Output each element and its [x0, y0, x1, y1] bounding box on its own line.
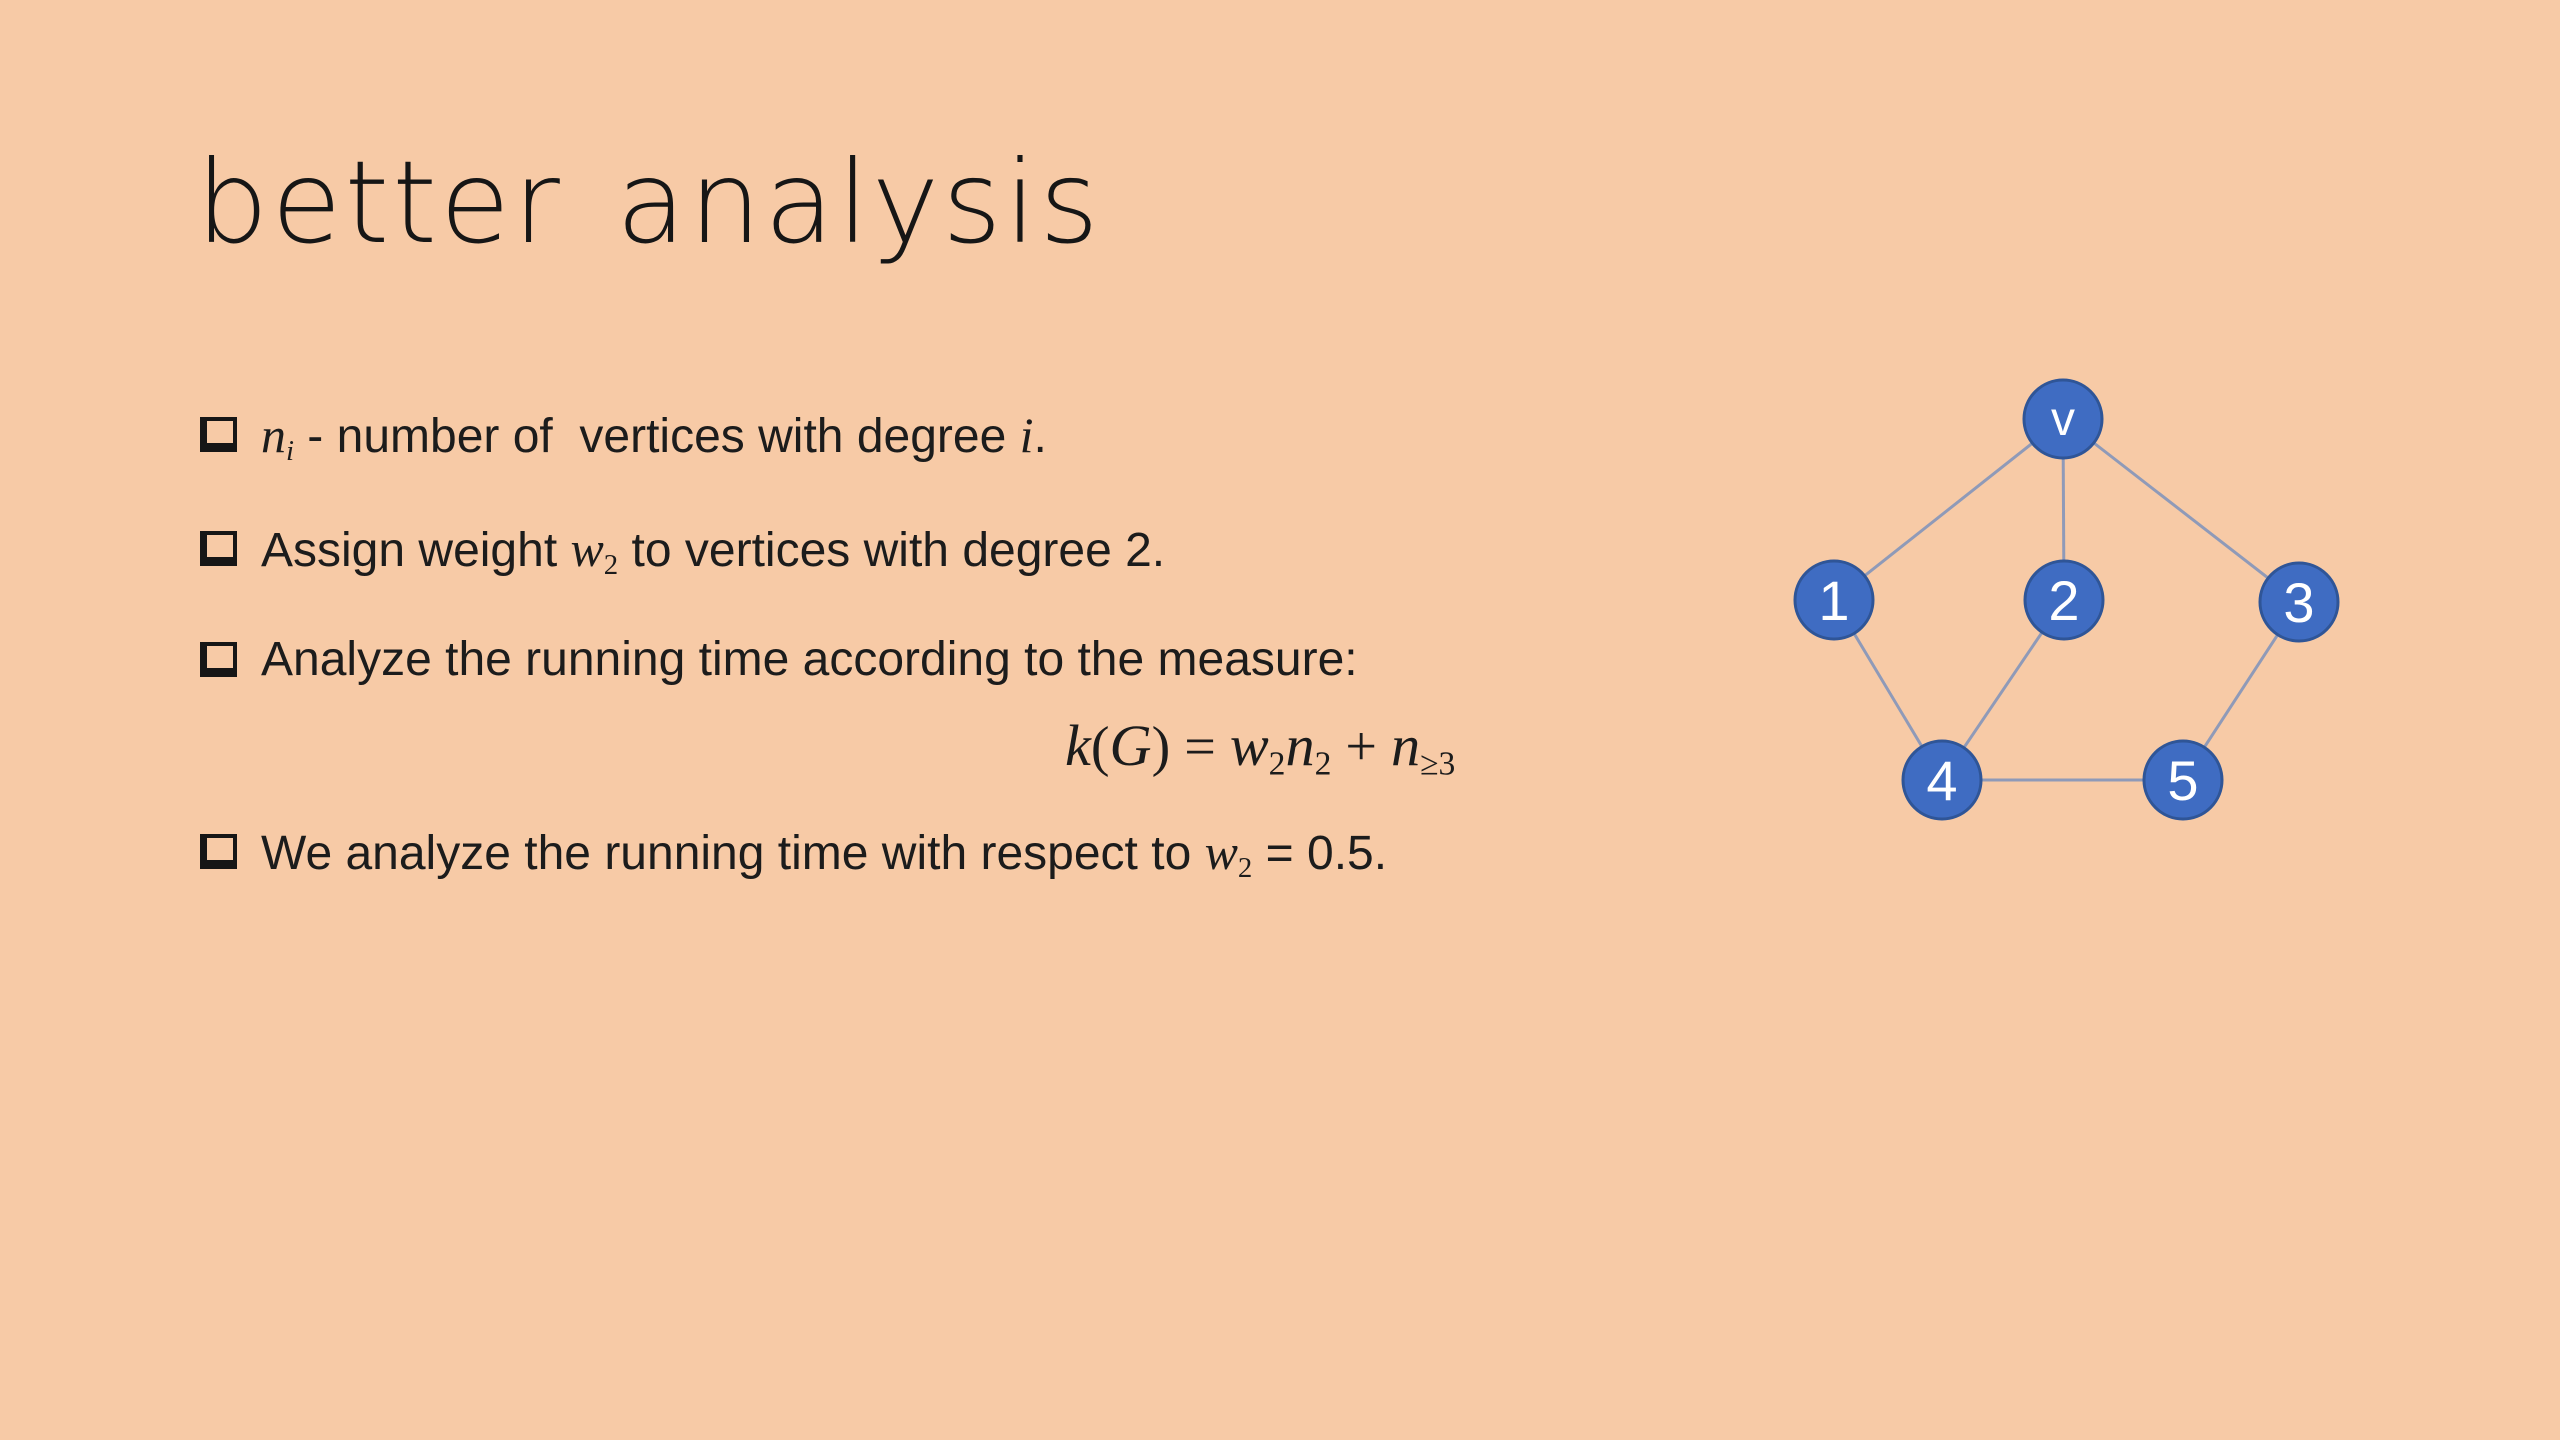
text-segment: n [261, 408, 286, 463]
text-segment: = 0.5. [1252, 827, 1388, 880]
text-segment: ) = [1151, 716, 1230, 778]
text-segment: G [1109, 713, 1152, 778]
text-segment: - number of vertices with degree [293, 410, 1020, 463]
text-segment: n [1390, 713, 1421, 778]
text-segment: Assign weight [261, 524, 571, 577]
text-segment: w [1229, 713, 1269, 778]
text-segment: n [1285, 713, 1315, 778]
text-segment: w [570, 522, 604, 577]
text-segment: to vertices with degree 2. [618, 524, 1166, 577]
graph-node-label-v: v [2051, 393, 2075, 446]
slide-title: better analysis [196, 136, 1102, 269]
text-segment: Analyze the running time according to the measure: [261, 633, 1358, 686]
graph-node-label-5: 5 [2167, 749, 2199, 812]
graph-node-label-4: 4 [1926, 749, 1958, 812]
text-segment: 2 [603, 549, 619, 582]
text-segment: . [1033, 410, 1047, 463]
text-segment: 2 [1237, 852, 1253, 885]
text-segment: ≥3 [1420, 745, 1456, 783]
text-segment: i [1019, 408, 1034, 463]
text-segment: k [1065, 713, 1091, 778]
graph-node-label-3: 3 [2283, 571, 2315, 634]
text-segment: 2 [1268, 745, 1286, 783]
graph-node-label-1: 1 [1818, 569, 1850, 632]
text-segment: ( [1090, 716, 1110, 778]
graph-edge-v-3 [2063, 419, 2299, 602]
graph-node-label-2: 2 [2048, 569, 2080, 632]
text-segment: i [285, 435, 294, 468]
text-segment: w [1204, 825, 1238, 880]
text-segment: + [1331, 716, 1391, 778]
graph-edge-v-1 [1834, 419, 2063, 600]
text-segment: We analyze the running time with respect to [261, 827, 1205, 880]
text-segment: 2 [1314, 745, 1332, 783]
